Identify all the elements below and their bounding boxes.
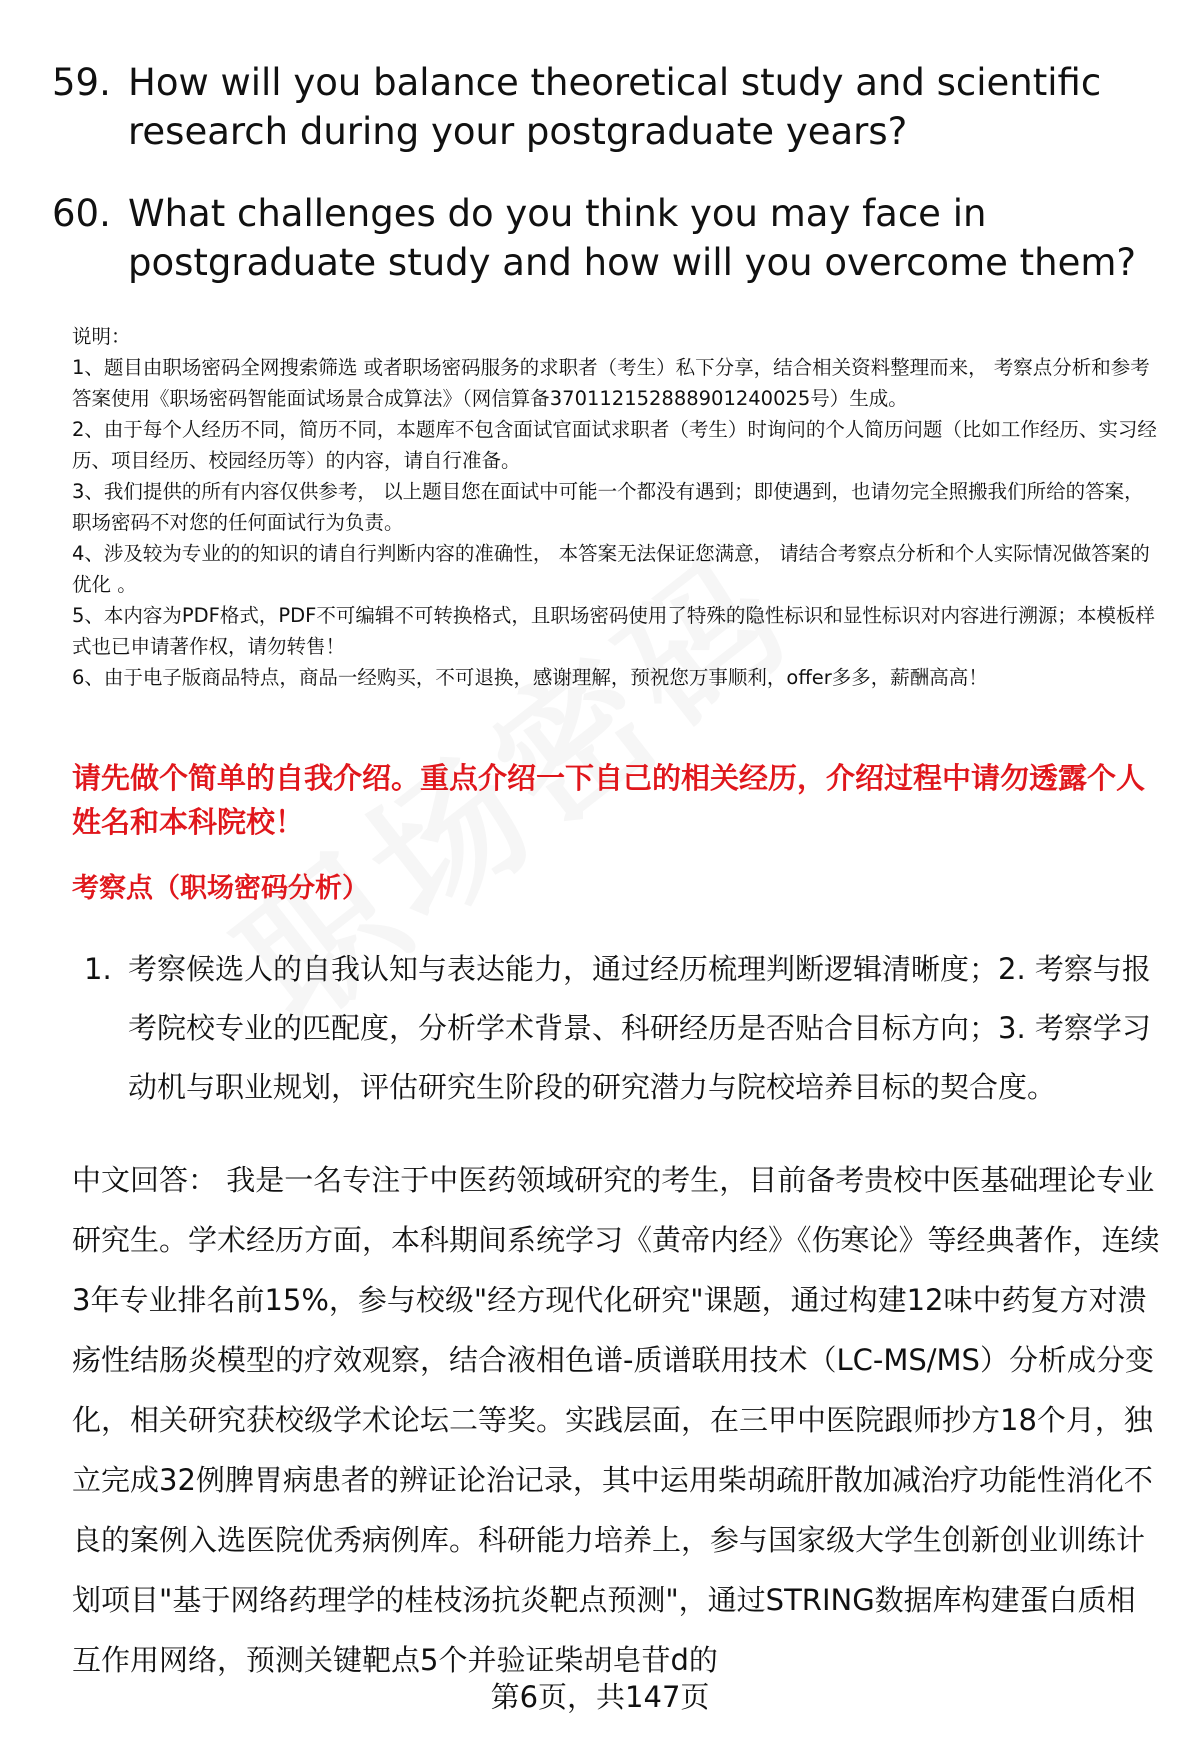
note-item: 2、由于每个人经历不同，简历不同，本题库不包含面试官面试求职者（考生）时询问的个人简历问题（比如工作经历、实习经历、项目经历、校园经历等）的内容，请自行准备。 [72,418,1157,472]
analysis-list-item [84,940,1154,1117]
question-list [52,58,1162,320]
interview-question: 请先做个简单的自我介绍。重点介绍一下自己的相关经历，介绍过程中请勿透露个人姓名和本科院校！ [72,761,1146,839]
answer-paragraph: 中文回答： 我是一名专注于中医药领域研究的考生，目前备考贵校中医基础理论专业研究生。学术经历方面，本科期间系统学习《黄帝内经》《伤寒论》等经典著作，连续3年专业排名前15%，参与校级"经方现代化研究"课题，通过构建12味中药复方对溃疡性结肠炎模型的疗效观察，结合液相色谱-质谱联用技术（LC-MS/MS）分析成分变化，相关研究获校级学术论坛二等奖。实践层面，在三甲中医院跟师抄方18个月，独立完成32例脾胃病患者的辨证论治记录，其中运用柴胡疏肝散加减治疗功能性消化不良的案例入选医院优秀病例库。科研能力培养上，参与国家级大学生创新创业训练计划项目"基于网络药理学的桂枝汤抗炎靶点预测"，通过STRING数据库构建蛋白质相互作用网络，预测关键靶点5个并验证柴胡皂苷d的 [72,1163,1160,1677]
question-item [52,189,1162,287]
notes-title: 说明： [72,325,131,348]
note-item: 6、由于电子版商品特点，商品一经购买，不可退换，感谢理解，预祝您万事顺利，offer多多，薪酬高高！ [72,666,988,689]
analysis-number: 1. [84,952,112,986]
question-text: How will you balance theoretical study and scientific research during your postgraduate years? [128,61,1102,153]
disclaimer-notes [72,321,1162,693]
note-item: 1、题目由职场密码全网搜索筛选 或者职场密码服务的求职者（考生）私下分享，结合相关资料整理而来， 考察点分析和参考答案使用《职场密码智能面试场景合成算法》（网信算备370112152888901240025号）生成。 [72,356,1150,410]
question-number: 60. [52,192,111,235]
page-footer: 第6页，共147页 [490,1680,710,1714]
question-text: What challenges do you think you may face in postgraduate study and how will you overcome them? [128,192,1137,284]
question-item [52,58,1162,156]
note-item: 3、我们提供的所有内容仅供参考， 以上题目您在面试中可能一个都没有遇到；即使遇到，也请勿完全照搬我们所给的答案，职场密码不对您的任何面试行为负责。 [72,480,1144,534]
note-item: 5、本内容为PDF格式，PDF不可编辑不可转换格式，且职场密码使用了特殊的隐性标识和显性标识对内容进行溯源；本模板样式也已申请著作权，请勿转售！ [72,604,1155,658]
analysis-heading: 考察点（职场密码分析） [72,873,369,904]
note-item: 4、涉及较为专业的的知识的请自行判断内容的准确性， 本答案无法保证您满意， 请结合考察点分析和个人实际情况做答案的优化 。 [72,542,1150,596]
analysis-text: 考察候选人的自我认知与表达能力，通过经历梳理判断逻辑清晰度；2. 考察与报考院校专业的匹配度，分析学术背景、科研经历是否贴合目标方向；3. 考察学习动机与职业规划，评估研究生阶段的研究潜力与院校培养目标的契合度。 [128,952,1151,1104]
question-number: 59. [52,61,111,104]
